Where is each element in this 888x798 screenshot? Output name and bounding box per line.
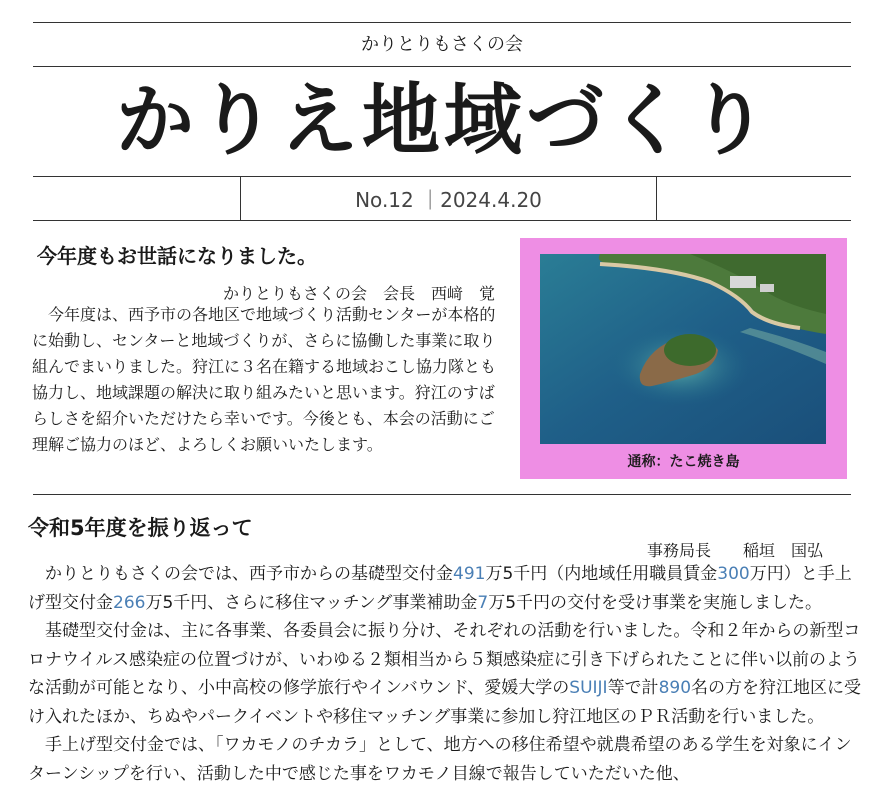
text-segment: 等で計 [607, 678, 659, 698]
island-aerial-photo [540, 254, 826, 444]
report-paragraph-3: 手上げ型交付金では、「ワカモノのチカラ」として、地方への移住希望や就農希望のある学生を対象にインターンシップを行い、活動した中で感じた事をワカモノ目線で報告していただいた他、 [28, 735, 852, 784]
greeting-byline: かりとりもさくの会 会長 西﨑 覚 [222, 284, 495, 303]
report-paragraph-1 [28, 560, 864, 617]
report-byline: 事務局長 稲垣 国弘 [646, 541, 823, 560]
program-name: SUIJI [569, 678, 608, 698]
newsletter-title: かりえ地域づくり [115, 75, 772, 166]
section-divider-rule [33, 494, 851, 495]
handraise-grant-amount: 266 [113, 592, 146, 613]
text-segment: 万円）と手上げ型交付金 [28, 564, 852, 613]
text-segment: 万5千円、さらに移住マッチング事業補助金 [145, 592, 478, 613]
matching-grant-amount: 7 [477, 592, 489, 613]
grant-amount: 491 [453, 564, 486, 584]
greeting-heading: 今年度もお世話になりました。 [37, 244, 317, 268]
header-top-rule [33, 22, 851, 23]
issue-top-rule [33, 176, 851, 177]
report-heading: 令和5年度を振り返って [28, 516, 253, 540]
staff-wage-amount: 300 [717, 564, 750, 584]
photo-frame [520, 238, 847, 479]
report-paragraph-2 [28, 617, 864, 731]
text-segment: 基礎型交付金は、主に各事業、各委員会に振り分け、それぞれの活動を行いました。令和２年からの新型コロナウイルス感染症の位置づけが、いわゆる２類相当から５類感染症に引き下げられたことに伴い以前のような活動が可能となり、小中高校の修学旅行やインバウンド、愛媛大学の [28, 621, 861, 698]
header-org-rule [33, 66, 851, 67]
report-body [28, 560, 864, 788]
greeting-body [32, 302, 497, 458]
text-segment: 万5千円の交付を受け事業を実施しました。 [488, 592, 823, 613]
issue-right-divider [656, 176, 657, 220]
visitor-count: 890 [658, 678, 692, 698]
text-segment: 万5千円（内地域任用職員賃金 [485, 564, 718, 584]
greeting-paragraph: 今年度は、西予市の各地区で地域づくり活動センターが本格的に始動し、センターと地域づくりが、さらに協働した事業に取り組んでまいりました。狩江に３名在籍する地域おこし協力隊とも協力し、地域課題の解決に取り組みたいと思います。狩江のすばらしさを紹介いただけたら幸いです。今後とも、本会の活動にご理解ご協力のほど、よろしくお願いいたします。 [32, 305, 497, 454]
island-aerial-illustration [540, 254, 826, 444]
text-segment: かりとりもさくの会では、西予市からの基礎型交付金 [45, 564, 453, 584]
text-segment: 名の方を狩江地区に受け入れたほか、ちぬやパークイベントや移住マッチング事業に参加し狩江地区のＰＲ活動を行いました。 [28, 678, 862, 727]
issue-number-date: No.12 ｜2024.4.20 [355, 188, 542, 212]
organization-name: かりとりもさくの会 [361, 34, 523, 55]
issue-bottom-rule [33, 220, 851, 221]
photo-caption: 通称：たこ焼き島 [627, 454, 740, 470]
